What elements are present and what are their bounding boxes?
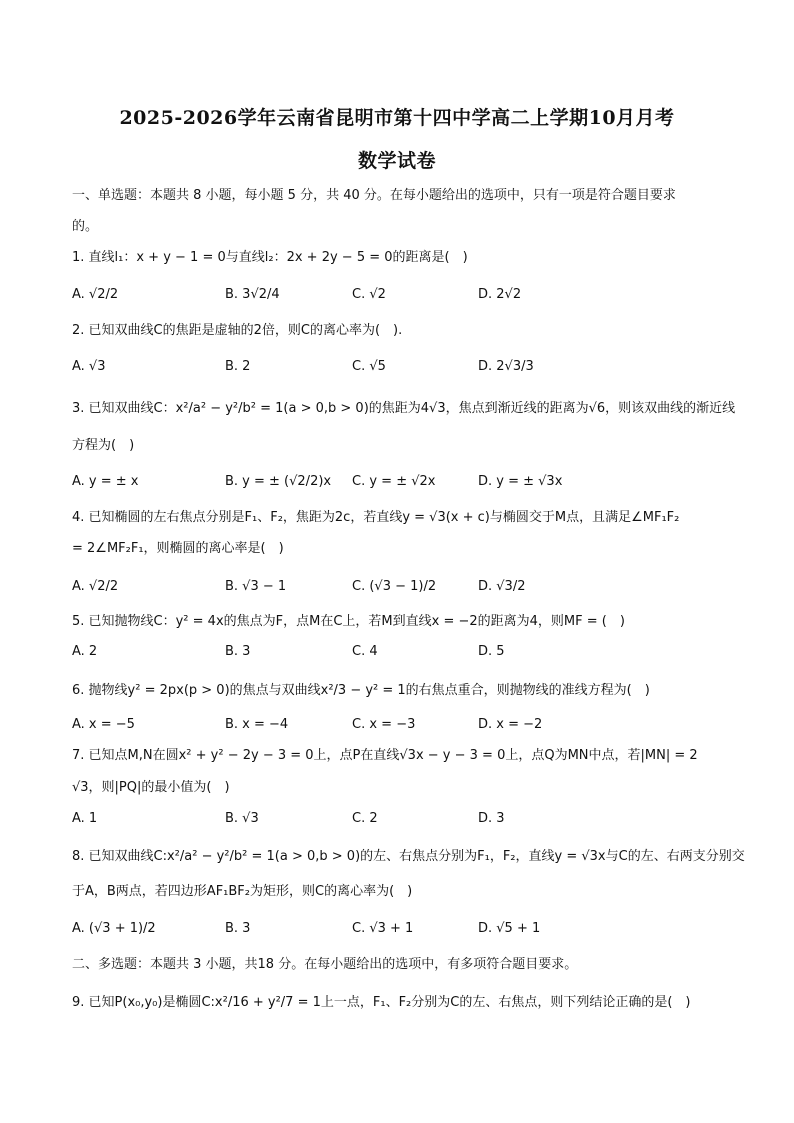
question-5-options bbox=[72, 641, 732, 663]
question-3-stem-line1: 3. 已知双曲线C：x²/a² − y²/b² = 1(a > 0,b > 0)的焦距为4√3，焦点到渐近线的距离为√6，则该双曲线的渐近线 bbox=[72, 401, 736, 416]
question-8-option-d: D. √5 + 1 bbox=[478, 921, 541, 936]
question-6-option-a: A. x = −5 bbox=[72, 717, 135, 732]
section-1-instruction-line1: 一、单选题：本题共 8 小题，每小题 5 分，共 40 分。在每小题给出的选项中，只有一项是符合题目要求 bbox=[72, 188, 676, 203]
question-3-stem-line2: 方程为( ) bbox=[72, 438, 135, 453]
question-2-options bbox=[72, 356, 732, 378]
question-4-options bbox=[72, 576, 732, 598]
question-3-option-a: A. y = ± x bbox=[72, 474, 139, 489]
question-7-option-b: B. √3 bbox=[225, 811, 259, 826]
question-8-stem-line2: 于A，B两点，若四边形AF₁BF₂为矩形，则C的离心率为( ) bbox=[72, 884, 413, 899]
question-4-option-c: C. (√3 − 1)/2 bbox=[352, 579, 437, 594]
question-8-option-b: B. 3 bbox=[225, 921, 251, 936]
question-2-stem: 2. 已知双曲线C的焦距是虚轴的2倍，则C的离心率为( ). bbox=[72, 323, 403, 338]
question-6-option-c: C. x = −3 bbox=[352, 717, 416, 732]
question-2-option-c: C. √5 bbox=[352, 359, 386, 374]
section-1-instruction-line2: 的。 bbox=[72, 219, 99, 234]
question-1-stem: 1. 直线l₁：x + y − 1 = 0与直线l₂：2x + 2y − 5 = 0的距离是( ) bbox=[72, 250, 468, 265]
question-3-option-c: C. y = ± √2x bbox=[352, 474, 436, 489]
question-5-stem: 5. 已知抛物线C：y² = 4x的焦点为F，点M在C上，若M到直线x = −2的距离为4，则MF = ( ) bbox=[72, 614, 625, 629]
question-6-option-b: B. x = −4 bbox=[225, 717, 289, 732]
question-6-stem: 6. 抛物线y² = 2px(p > 0)的焦点与双曲线x²/3 − y² = 1的右焦点重合，则抛物线的准线方程为( ) bbox=[72, 683, 650, 698]
question-5-option-a: A. 2 bbox=[72, 644, 98, 659]
question-3-option-d: D. y = ± √3x bbox=[478, 474, 563, 489]
question-4-option-b: B. √3 − 1 bbox=[225, 579, 287, 594]
question-4-option-a: A. √2/2 bbox=[72, 579, 119, 594]
question-6-option-d: D. x = −2 bbox=[478, 717, 543, 732]
question-8-options bbox=[72, 918, 732, 940]
question-7-stem-line1: 7. 已知点M,N在圆x² + y² − 2y − 3 = 0上，点P在直线√3x − y − 3 = 0上，点Q为MN中点，若|MN| = 2 bbox=[72, 748, 698, 763]
question-8-option-c: C. √3 + 1 bbox=[352, 921, 414, 936]
question-1-option-b: B. 3√2/4 bbox=[225, 287, 280, 302]
question-8-stem-line1: 8. 已知双曲线C:x²/a² − y²/b² = 1(a > 0,b > 0)的左、右焦点分别为F₁，F₂，直线y = √3x与C的左、右两支分别交 bbox=[72, 849, 745, 864]
question-3-option-b: B. y = ± (√2/2)x bbox=[225, 474, 332, 489]
question-3-options bbox=[72, 471, 732, 493]
question-1-options bbox=[72, 284, 732, 306]
question-5-option-b: B. 3 bbox=[225, 644, 251, 659]
question-7-option-a: A. 1 bbox=[72, 811, 98, 826]
question-9-stem: 9. 已知P(x₀,y₀)是椭圆C:x²/16 + y²/7 = 1上一点，F₁、F₂分别为C的左、右焦点，则下列结论正确的是( ) bbox=[72, 995, 691, 1010]
exam-subtitle: 数学试卷 bbox=[357, 150, 436, 172]
question-8-option-a: A. (√3 + 1)/2 bbox=[72, 921, 156, 936]
question-1-option-a: A. √2/2 bbox=[72, 287, 119, 302]
question-1-option-d: D. 2√2 bbox=[478, 287, 522, 302]
question-2-option-d: D. 2√3/3 bbox=[478, 359, 534, 374]
section-2-instruction: 二、多选题：本题共 3 小题，共18 分。在每小题给出的选项中，有多项符合题目要求。 bbox=[72, 957, 578, 972]
question-5-option-c: C. 4 bbox=[352, 644, 378, 659]
question-2-option-b: B. 2 bbox=[225, 359, 251, 374]
question-4-stem-line2: = 2∠MF₂F₁，则椭圆的离心率是( ) bbox=[72, 541, 284, 556]
question-7-option-d: D. 3 bbox=[478, 811, 505, 826]
question-6-options bbox=[72, 714, 732, 736]
question-2-option-a: A. √3 bbox=[72, 359, 106, 374]
question-4-stem-line1: 4. 已知椭圆的左右焦点分别是F₁、F₂，焦距为2c，若直线y = √3(x + c)与椭圆交于M点，且满足∠MF₁F₂ bbox=[72, 510, 680, 525]
question-4-option-d: D. √3/2 bbox=[478, 579, 526, 594]
exam-title: 2025-2026学年云南省昆明市第十四中学高二上学期10月月考 bbox=[119, 107, 675, 129]
question-7-stem-line2: √3，则|PQ|的最小值为( ) bbox=[72, 780, 230, 795]
question-1-option-c: C. √2 bbox=[352, 287, 386, 302]
question-7-option-c: C. 2 bbox=[352, 811, 378, 826]
question-5-option-d: D. 5 bbox=[478, 644, 505, 659]
question-7-options bbox=[72, 808, 732, 830]
